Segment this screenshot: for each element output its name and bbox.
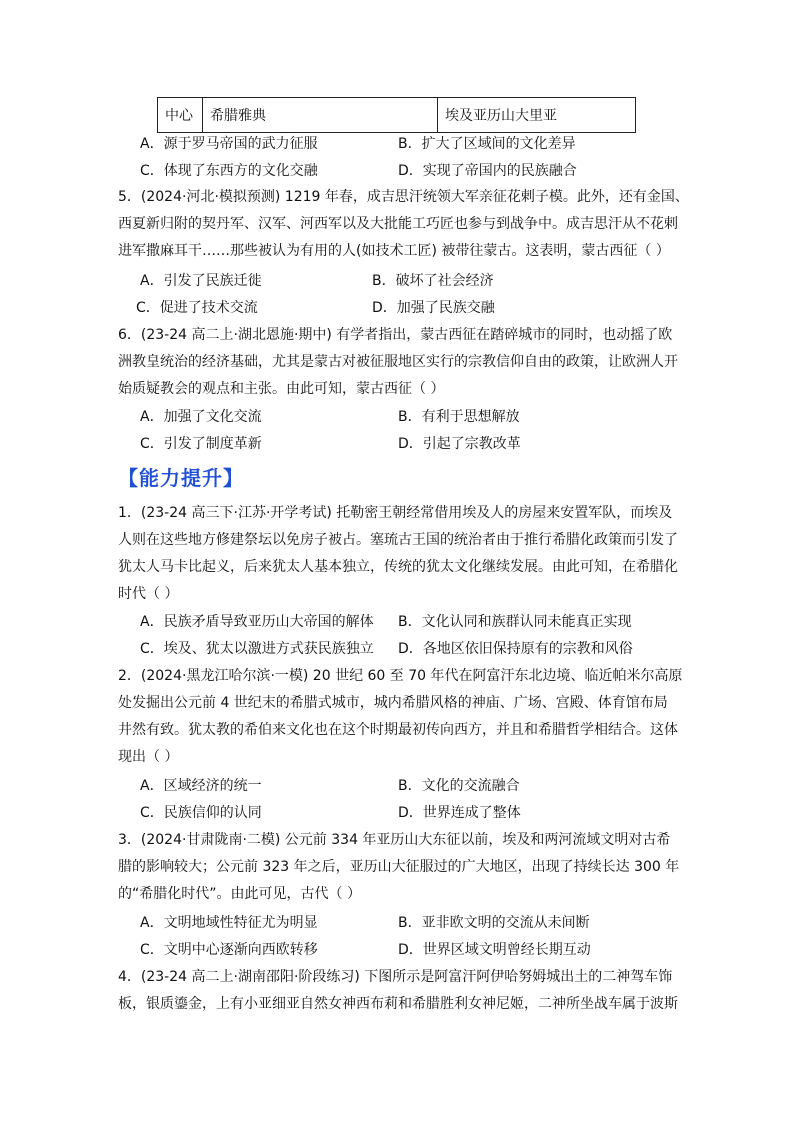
q5-option-a: A．引发了民族迁徙 [140, 273, 262, 289]
question-6-line-1: 6．(23-24 高二上·湖北恩施·期中) 有学者指出，蒙古西征在踏碎城市的同时，也动摇了欧 [118, 327, 673, 343]
ability-q1-line-3: 犹太人马卡比起义，后来犹太人基本独立，传统的犹太文化继续发展。由此可知，在希腊化 [118, 559, 678, 575]
question-6-line-3: 始质疑教会的观点和主张。由此可知，蒙古西征（ ） [118, 381, 445, 397]
question-5-line-2: 西夏新归附的契丹军、汉军、河西军以及大批能工巧匠也参与到战争中。成吉思汗从不花剌 [118, 216, 678, 232]
table-row-label: 中心 [158, 98, 203, 132]
q5-option-b: B．破坏了社会经济 [372, 273, 494, 289]
ability-q2-line-4: 现出（ ） [118, 749, 179, 765]
ability-q1-option-c: C．埃及、犹太以激进方式获民族独立 [140, 641, 374, 657]
ability-q3-option-c: C．文明中心逐渐向西欧转移 [140, 942, 318, 958]
ability-q2-option-b: B．文化的交流融合 [398, 778, 520, 794]
ability-q3-option-a: A．文明地域性特征尤为明显 [140, 915, 318, 931]
ability-q3-line-1: 3．(2024·甘肃陇南·二模) 公元前 334 年亚历山大东征以前，埃及和两河流域文明对古希 [118, 832, 671, 848]
ability-q1-line-2: 人则在这些地方修建祭坛以免房子被占。塞琉古王国的统治者由于推行希腊化政策而引发了 [118, 532, 678, 548]
ability-q4-line-2: 板，银质鎏金，上有小亚细亚自然女神西布莉和希腊胜利女神尼姬，二神所坐战车属于波斯 [118, 996, 678, 1012]
option-d: D．实现了帝国内的民族融合 [398, 163, 577, 179]
ability-q2-option-a: A．区域经济的统一 [140, 778, 262, 794]
option-c: C．体现了东西方的文化交融 [140, 163, 318, 179]
question-6-line-2: 洲教皇统治的经济基础，尤其是蒙古对被征服地区实行的宗教信仰自由的政策，让欧洲人开 [118, 354, 678, 370]
comparison-table-row [157, 97, 636, 133]
ability-q2-option-d: D．世界连成了整体 [398, 805, 521, 821]
section-title: 【能力提升】 [118, 466, 244, 490]
ability-q1-line-4: 时代（ ） [118, 586, 179, 602]
ability-q2-line-1: 2．(2024·黑龙江哈尔滨·一模) 20 世纪 60 至 70 年代在阿富汗东北边境、临近帕米尔高原 [118, 668, 683, 684]
question-5-line-1: 5．(2024·河北·模拟预测) 1219 年春，成吉思汗统领大军亲征花剌子模。此外，还有金国、 [118, 189, 689, 205]
question-5-line-3: 进军撒麻耳干……那些被认为有用的人(如技术工匠) 被带往蒙古。这表明，蒙古西征（ ） [118, 243, 670, 259]
ability-q4-line-1: 4．(23-24 高二上·湖南邵阳·阶段练习) 下图所示是阿富汗阿伊哈努姆城出土的二神驾车饰 [118, 969, 673, 985]
ability-q2-line-3: 井然有致。犹太教的希伯来文化也在这个时期最初传向西方，并且和希腊哲学相结合。这体 [118, 722, 678, 738]
ability-q3-line-3: 的“希腊化时代”。由此可见，古代（ ） [118, 886, 361, 902]
ability-q1-option-a: A．民族矛盾导致亚历山大帝国的解体 [140, 614, 374, 630]
q5-option-d: D．加强了民族交融 [372, 300, 495, 316]
q6-option-c: C．引发了制度革新 [140, 436, 262, 452]
table-cell-alexandria: 埃及亚历山大里亚 [445, 108, 557, 124]
q5-option-c: C．促进了技术交流 [136, 300, 258, 316]
ability-q3-option-b: B．亚非欧文明的交流从未间断 [398, 915, 590, 931]
ability-q2-option-c: C．民族信仰的认同 [140, 805, 262, 821]
ability-q2-line-2: 处发掘出公元前 4 世纪末的希腊式城市，城内希腊风格的神庙、广场、宫殿、体育馆布局 [118, 695, 668, 711]
q6-option-a: A．加强了文化交流 [140, 409, 262, 425]
ability-q1-line-1: 1．(23-24 高三下·江苏·开学考试) 托勒密王朝经常借用埃及人的房屋来安置军队，而埃及 [118, 505, 673, 521]
ability-q1-option-b: B．文化认同和族群认同未能真正实现 [398, 614, 632, 630]
option-b: B．扩大了区域间的文化差异 [398, 136, 576, 152]
table-cell-athens: 希腊雅典 [203, 98, 438, 132]
ability-q3-option-d: D．世界区域文明曾经长期互动 [398, 942, 591, 958]
q6-option-b: B．有利于思想解放 [398, 409, 520, 425]
option-a: A．源于罗马帝国的武力征服 [140, 136, 318, 152]
q6-option-d: D．引起了宗教改革 [398, 436, 521, 452]
ability-q3-line-2: 腊的影响较大；公元前 323 年之后，亚历山大征服过的广大地区，出现了持续长达 300 年 [118, 859, 680, 875]
ability-q1-option-d: D．各地区依旧保持原有的宗教和风俗 [398, 641, 633, 657]
